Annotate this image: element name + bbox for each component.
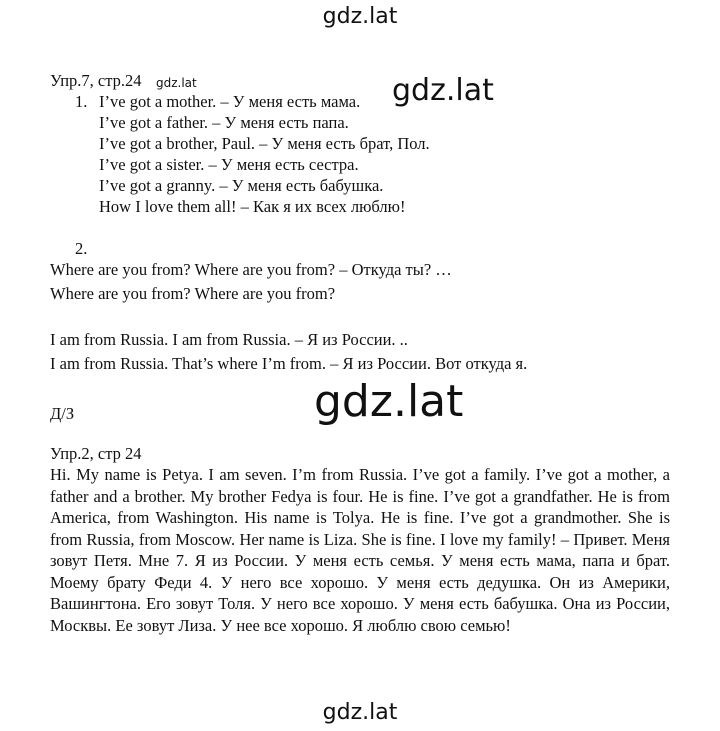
chant-line: I am from Russia. I am from Russia. – Я из России. .. (50, 330, 408, 349)
watermark: gdz.lat (156, 76, 197, 90)
item-number-1: 1. (75, 92, 88, 111)
song-line: How I love them all! – Как я их всех люблю! (99, 197, 406, 216)
song-line: I’ve got a granny. – У меня есть бабушка. (99, 176, 384, 195)
homework-label: Д/З (50, 404, 75, 423)
watermark: gdz.lat (322, 4, 398, 29)
song-line: I’ve got a sister. – У меня есть сестра. (99, 155, 359, 174)
song-line: I’ve got a father. – У меня есть папа. (99, 113, 349, 132)
watermark: gdz.lat (322, 700, 398, 725)
chant-line: Where are you from? Where are you from? (50, 284, 336, 303)
chant-line: I am from Russia. That’s where I’m from. – Я из России. Вот откуда я. (50, 354, 528, 373)
chant-line: Where are you from? Where are you from? – Откуда ты? … (50, 260, 452, 279)
watermark: gdz.lat (392, 73, 494, 108)
song-line: I’ve got a mother. – У меня есть мама. (99, 92, 361, 111)
song-line: I’ve got a brother, Paul. – У меня есть брат, Пол. (99, 134, 430, 153)
exercise-heading: Упр.7, стр.24 (50, 71, 142, 90)
item-number-2: 2. (75, 239, 88, 258)
homework-heading: Упр.2, стр 24 (50, 444, 142, 463)
homework-text: Hi. My name is Petya. I am seven. I’m from Russia. I’ve got a family. I’ve got a mother, a father and a brother. My brother Fedya is four. He is fine. I’ve got a grandfather. He is from America, from Washington. His name is Tolya. He is fine. I’ve got a grandmother. She is from Russia, from Moscow. Her name is Liza. She is fine. I love my family! – Привет. Меня зовут Петя. Мне 7. Я из России. У меня есть семья. У меня есть мама, папа и брат. Моему брату Феди 4. У него все хорошо. У меня есть дедушка. Он из Америки, Вашингтона. Его зовут Толя. У него все хорошо. У меня есть бабушка. Она из России, Москвы. Ее зовут Лиза. У нее все хорошо. Я люблю свою семью! (50, 465, 670, 635)
watermark: gdz.lat (314, 376, 464, 427)
